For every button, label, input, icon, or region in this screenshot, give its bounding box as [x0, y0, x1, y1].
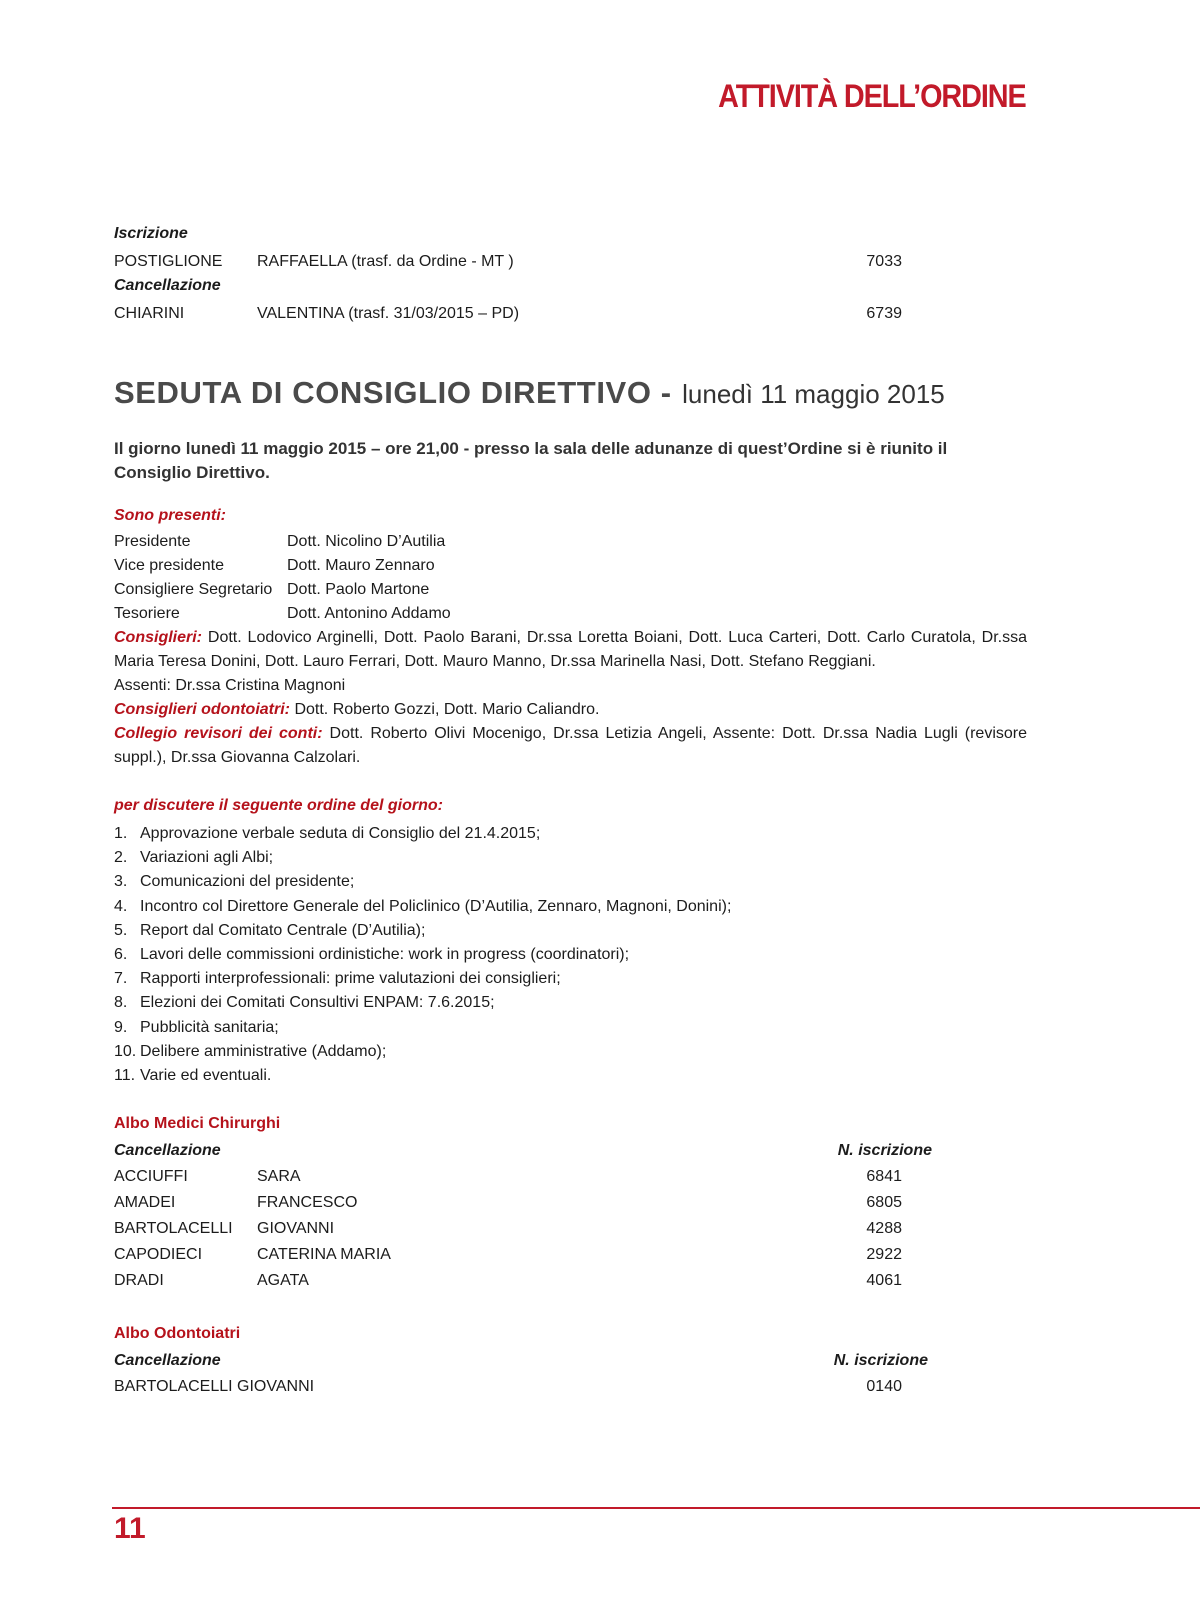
name: VALENTINA (trasf. 31/03/2015 – PD) [257, 305, 520, 322]
person-name: Dott. Mauro Zennaro [287, 557, 435, 574]
revisori-text: Dott. Roberto Olivi Mocenigo, Dr.ssa Letizia Angeli, Assente: Dott. Dr.ssa Nadia Lugli (revisore suppl.), Dr.ssa Giovanna Calzolari. [114, 725, 1028, 766]
agenda-label: per discutere il seguente ordine del giorno: [114, 797, 443, 814]
agenda-item-number: 6. [114, 945, 128, 963]
odontoiatri-text: Dott. Roberto Gozzi, Dott. Mario Caliandro. [294, 701, 600, 718]
registration-number: 6739 [866, 305, 902, 322]
agenda-item-text: Elezioni dei Comitati Consultivi ENPAM: 7.6.2015; [140, 994, 495, 1012]
iscrizione-row [114, 251, 914, 273]
role: Tesoriere [114, 605, 180, 622]
table-row [114, 1270, 914, 1292]
surname: CHIARINI [114, 305, 185, 322]
role: Vice presidente [114, 557, 224, 574]
page-number: 11 [114, 1512, 146, 1545]
consiglieri-text: Dott. Lodovico Arginelli, Dott. Paolo Barani, Dr.ssa Loretta Boiani, Dott. Luca Carteri, Dott. Carlo Curatola, Dr.ssa Maria Teresa Donini, Dott. Lauro Ferrari, Dott. Mauro Manno, Dr.ssa Marinella Nasi, Dott. Stefano Reggiani. [114, 629, 1027, 670]
albo-medici-title: Albo Medici Chirurghi [114, 1115, 281, 1132]
table-row [114, 1166, 914, 1188]
registration-number: 4061 [866, 1272, 902, 1289]
cancellazione-label: Cancellazione [114, 1142, 221, 1159]
role: Consigliere Segretario [114, 581, 273, 598]
name: RAFFAELLA (trasf. da Ordine - MT ) [257, 253, 514, 270]
agenda-item-text: Approvazione verbale seduta di Consiglio del 21.4.2015; [140, 825, 541, 842]
agenda-item-text: Lavori delle commissioni ordinistiche: work in progress (coordinatori); [140, 945, 630, 963]
registration-number: 7033 [866, 253, 902, 270]
agenda-item-text: Rapporti interprofessionali: prime valutazioni dei consiglieri; [140, 970, 561, 988]
iscrizione-label: Iscrizione [114, 225, 188, 242]
consiglieri-paragraph [114, 626, 1027, 674]
person-name: Dott. Antonino Addamo [287, 605, 451, 622]
agenda-item-text: Variazioni agli Albi; [140, 849, 274, 867]
agenda-item-number: 8. [114, 994, 128, 1012]
odontoiatri-paragraph [114, 698, 1027, 722]
registration-number: 6841 [866, 1168, 902, 1185]
albo-odontoiatri-header [114, 1350, 928, 1372]
agenda-item-number: 2. [114, 849, 128, 867]
agenda-item-number: 4. [114, 897, 128, 915]
agenda-item-text: Incontro col Direttore Generale del Policlinico (D’Autilia, Zennaro, Magnoni, Donini); [140, 897, 732, 915]
albo-medici-header [114, 1140, 932, 1162]
cancellazione-row [114, 303, 914, 325]
person-name: Dott. Nicolino D’Autilia [287, 533, 446, 550]
agenda-item-text: Delibere amministrative (Addamo); [140, 1042, 387, 1060]
cancellazione-label: Cancellazione [114, 277, 221, 294]
number-header: N. iscrizione [833, 1352, 928, 1369]
surname: POSTIGLIONE [114, 253, 223, 270]
agenda-item-text: Pubblicità sanitaria; [140, 1018, 279, 1036]
agenda-item-number: 10. [114, 1042, 137, 1060]
person-name: Dott. Paolo Martone [287, 581, 430, 598]
surname: CAPODIECI [114, 1246, 203, 1263]
presenti-label: Sono presenti: [114, 507, 227, 524]
surname: BARTOLACELLI GIOVANNI [114, 1378, 315, 1395]
registration-number: 4288 [866, 1220, 902, 1237]
agenda-item-text: Comunicazioni del presidente; [140, 873, 355, 891]
seduta-heading [114, 371, 945, 421]
agenda-item-number: 3. [114, 873, 128, 891]
agenda-item-number: 9. [114, 1018, 128, 1036]
revisori-label: Collegio revisori dei conti: [114, 725, 323, 742]
number-header: N. iscrizione [837, 1142, 932, 1159]
role: Presidente [114, 533, 191, 550]
agenda-item-number: 1. [114, 825, 128, 842]
table-row [114, 1376, 914, 1398]
surname: ACCIUFFI [114, 1168, 188, 1185]
page-header-title: ATTIVITÀ DELL’ORDINE [718, 78, 1026, 114]
seduta-intro: Il giorno lunedì 11 maggio 2015 – ore 21,00 - presso la sala delle adunanze di quest’Ordine si è riunito il Consiglio Direttivo. [114, 439, 948, 482]
table-row [114, 1244, 914, 1266]
seduta-title: SEDUTA DI CONSIGLIO DIRETTIVO - [114, 375, 672, 410]
agenda-item-number: 11. [114, 1066, 136, 1084]
cancellazione-label: Cancellazione [114, 1352, 221, 1369]
albo-odontoiatri-title: Albo Odontoiatri [114, 1325, 241, 1342]
name: CATERINA MARIA [257, 1246, 391, 1263]
registration-number: 2922 [866, 1246, 902, 1263]
surname: DRADI [114, 1272, 164, 1289]
revisori-paragraph [114, 722, 1027, 770]
surname: AMADEI [114, 1194, 176, 1211]
name: AGATA [257, 1272, 309, 1289]
name: GIOVANNI [257, 1220, 335, 1237]
seduta-date: lunedì 11 maggio 2015 [682, 379, 945, 409]
table-row [114, 1192, 914, 1214]
name: SARA [257, 1168, 301, 1185]
agenda-item-number: 5. [114, 921, 128, 939]
surname: BARTOLACELLI [114, 1220, 233, 1237]
table-row [114, 1218, 914, 1240]
odontoiatri-label: Consiglieri odontoiatri: [114, 701, 290, 718]
agenda-item-text: Report dal Comitato Centrale (D’Autilia); [140, 921, 426, 939]
agenda-item-number: 7. [114, 970, 128, 988]
name: FRANCESCO [257, 1194, 358, 1211]
footer-rule [112, 1507, 1200, 1509]
registration-number: 0140 [866, 1378, 902, 1395]
registration-number: 6805 [866, 1194, 902, 1211]
assenti-text: Assenti: Dr.ssa Cristina Magnoni [114, 677, 346, 694]
consiglieri-label: Consiglieri: [114, 629, 203, 646]
agenda-item-text: Varie ed eventuali. [140, 1066, 272, 1084]
